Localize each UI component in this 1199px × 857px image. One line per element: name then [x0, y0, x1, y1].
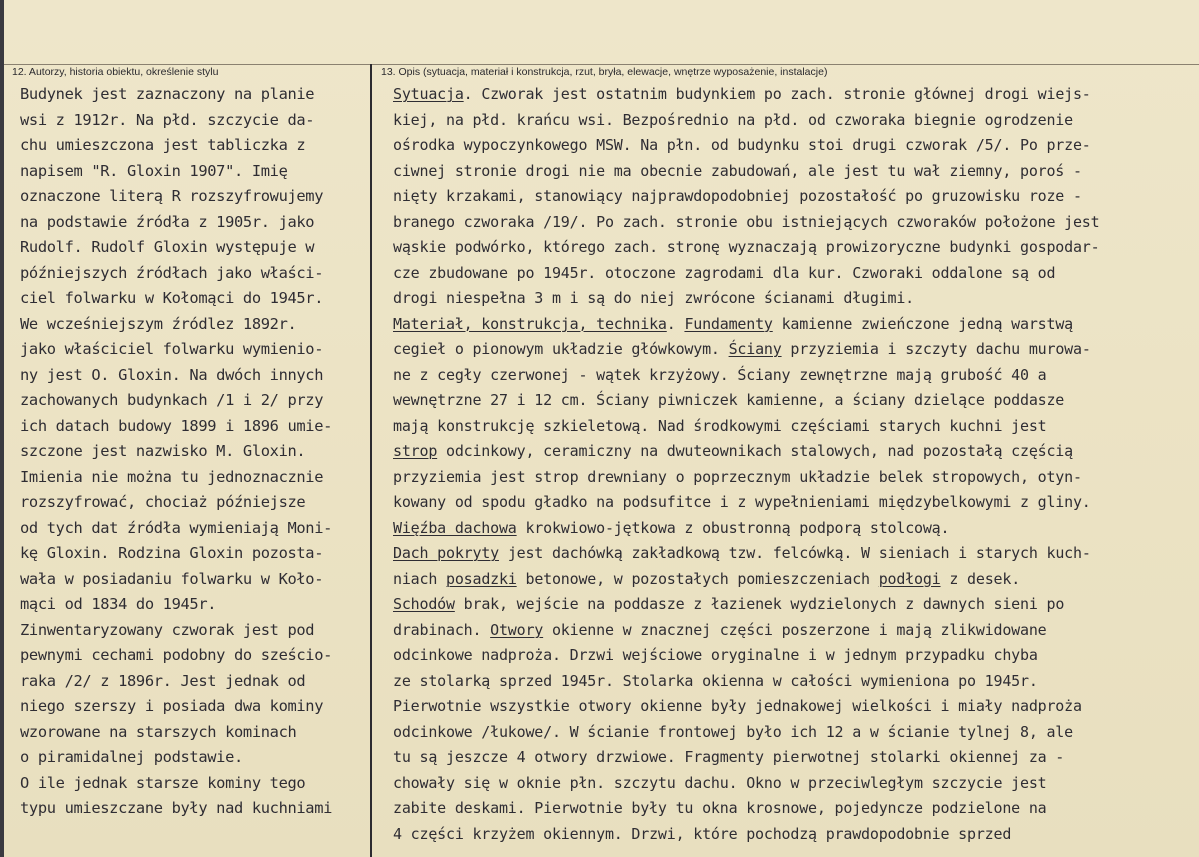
text-segment: ny jest O. Gloxin. Na dwóch innych [20, 365, 324, 384]
history-line [20, 592, 368, 618]
underlined-heading: strop [393, 442, 438, 460]
text-segment: cegieł o pionowym układzie główkowym. [393, 340, 729, 358]
text-segment: nięty krzakami, stanowiący najprawdopodobniej pozostałość po gruzowisku roze - [393, 187, 1082, 205]
description-line [393, 669, 1193, 695]
text-segment: późniejszych źródłach jako właści- [20, 263, 324, 282]
description-line [393, 796, 1193, 822]
description-line [393, 516, 1193, 542]
text-segment: odcinkowy, ceramiczny na dwuteownikach stalowych, nad pozostałą częścią [437, 442, 1073, 460]
description-line [393, 771, 1193, 797]
header-rule [4, 64, 1199, 65]
text-segment: kę Gloxin. Rodzina Gloxin pozosta- [20, 544, 324, 562]
text-segment: wała w posiadaniu folwarku w Koło- [20, 569, 324, 588]
text-segment: ciel folwarku w Kołomąci do 1945r. [20, 289, 324, 307]
text-segment: ze stolarką sprzed 1945r. Stolarka okienna w całości wymieniona po 1945r. [393, 671, 1038, 690]
description-line [393, 490, 1193, 516]
text-segment: ciwnej stronie drogi nie ma obecnie zabudowań, ale jest tu wał ziemny, poroś - [393, 161, 1082, 180]
description-line [393, 618, 1193, 644]
description-line [393, 261, 1193, 287]
text-segment: Imienia nie można tu jednoznacznie [20, 467, 324, 486]
text-segment: cze zbudowane po 1945r. otoczone zagrodami dla kur. Czworaki oddalone są od [393, 263, 1056, 282]
history-line [20, 745, 368, 771]
underlined-heading: Otwory [490, 620, 544, 639]
column-divider [370, 64, 372, 857]
text-segment: wewnętrzne 27 i 12 cm. Ściany piwniczek kamienne, a ściany dzielące poddasze [393, 391, 1065, 409]
description-line [393, 337, 1193, 363]
text-segment: ośrodka wypoczynkowego MSW. Na płn. od budynku stoi drugi czworak /5/. Po prze- [393, 136, 1091, 154]
history-line [20, 643, 368, 669]
history-line [20, 618, 368, 644]
history-text-column [20, 82, 368, 822]
description-line [393, 363, 1193, 389]
underlined-heading: Sytuacja [393, 85, 464, 103]
history-line [20, 210, 368, 236]
description-line [393, 592, 1193, 618]
underlined-heading: Ściany [728, 340, 782, 358]
description-line [393, 82, 1193, 108]
text-segment: mają konstrukcję szkieletową. Nad środkowymi częściami starych kuchni jest [393, 416, 1047, 435]
history-line [20, 261, 368, 287]
text-segment: kamienne zwieńczone jedną warstwą [772, 314, 1073, 333]
description-line [393, 159, 1193, 185]
history-line [20, 133, 368, 159]
history-line [20, 184, 368, 210]
description-line [393, 745, 1193, 771]
text-segment: drabinach. [393, 620, 491, 639]
history-line [20, 439, 368, 465]
text-segment: wąskie podwórko, którego zach. stronę wyznaczają prowizoryczne budynki gospodar- [393, 238, 1100, 256]
history-line [20, 465, 368, 491]
description-line [393, 414, 1193, 440]
description-line [393, 388, 1193, 414]
text-segment: wzorowane na starszych kominach [20, 722, 297, 741]
text-segment: ne z cegły czerwonej - wątek krzyżowy. Ściany zewnętrzne mają grubość 40 a [393, 365, 1047, 384]
history-line [20, 388, 368, 414]
underlined-heading: Materiał, konstrukcja, technika [393, 314, 667, 333]
history-line [20, 337, 368, 363]
text-segment: raka /2/ z 1896r. Jest jednak od [20, 671, 306, 690]
text-segment: wsi z 1912r. Na płd. szczycie da- [20, 110, 315, 129]
history-line [20, 541, 368, 567]
text-segment: od tych dat źródła wymieniają Moni- [20, 518, 333, 537]
text-segment: kiej, na płd. krańcu wsi. Bezpośrednio na płd. od czworaka biegnie ogrodzenie [393, 110, 1073, 129]
text-segment: szczone jest nazwisko M. Gloxin. [20, 442, 306, 460]
description-line [393, 133, 1193, 159]
text-segment: branego czworaka /19/. Po zach. stronie obu istniejących czworaków położone jest [393, 212, 1100, 231]
description-line [393, 720, 1193, 746]
description-line [393, 822, 1193, 848]
text-segment: 4 części krzyżem okiennym. Drzwi, które pochodzą prawdopodobnie sprzed [393, 824, 1012, 843]
text-segment: kowany od spodu gładko na podsufitce i z wypełnieniami międzybelkowymi z gliny. [393, 493, 1091, 511]
text-segment: Zinwentaryzowany czworak jest pod [20, 620, 315, 639]
history-line [20, 159, 368, 185]
text-segment: betonowe, w pozostałych pomieszczeniach [516, 569, 879, 588]
description-line [393, 235, 1193, 261]
underlined-heading: posadzki [446, 569, 517, 588]
description-line [393, 567, 1193, 593]
description-line [393, 210, 1193, 236]
history-line [20, 414, 368, 440]
description-text-column [393, 82, 1193, 847]
text-segment: chowały się w oknie płn. szczytu dachu. Okno w przeciwległym szczycie jest [393, 773, 1047, 792]
history-line [20, 108, 368, 134]
underlined-heading: Fundamenty [684, 314, 773, 333]
underlined-heading: Dach pokryty [393, 544, 499, 562]
text-segment: chu umieszczona jest tabliczka z [20, 136, 306, 154]
text-segment: oznaczone literą R rozszyfrowujemy [20, 187, 324, 205]
history-line [20, 669, 368, 695]
text-segment: odcinkowe nadproża. Drzwi wejściowe oryginalne i w jednym przypadku chyba [393, 646, 1038, 664]
history-line [20, 694, 368, 720]
section-12-header: 12. Autorzy, historia obiektu, określenie stylu [12, 66, 219, 78]
text-segment: przyziemia jest strop drewniany o poprzecznym układzie belek stropowych, otyn- [393, 467, 1082, 486]
text-segment: tu są jeszcze 4 otwory drzwiowe. Fragmenty pierwotnej stolarki okiennej za - [393, 748, 1065, 766]
text-segment: We wcześniejszym źródlez 1892r. [20, 314, 297, 333]
underlined-heading: podłogi [878, 569, 941, 588]
text-segment: Rudolf. Rudolf Gloxin występuje w [20, 238, 315, 256]
underlined-heading: Schodów [393, 595, 455, 613]
text-segment: Pierwotnie wszystkie otwory okienne były jednakowej wielkości i miały nadproża [393, 697, 1082, 715]
text-segment: okienne w znacznej części poszerzone i mają zlikwidowane [543, 620, 1047, 639]
text-segment: przyziemia i szczyty dachu murowa- [781, 340, 1091, 358]
text-segment: jako właściciel folwarku wymienio- [20, 340, 324, 358]
text-segment: brak, wejście na poddasze z łazienek wydzielonych z dawnych sieni po [454, 595, 1065, 613]
text-segment: O ile jednak starsze kominy tego [20, 773, 306, 792]
text-segment: rozszyfrować, chociaż późniejsze [20, 493, 306, 511]
description-line [393, 541, 1193, 567]
text-segment: o piramidalnej podstawie. [20, 748, 243, 766]
description-line [393, 439, 1193, 465]
text-segment: niego szerszy i posiada dwa kominy [20, 697, 324, 715]
history-line [20, 720, 368, 746]
text-segment: na podstawie źródła z 1905r. jako [20, 212, 315, 231]
text-segment: niach [393, 569, 446, 588]
text-segment: . [666, 314, 685, 333]
description-line [393, 312, 1193, 338]
description-line [393, 184, 1193, 210]
text-segment: krokwiowo-jętkowa z obustronną podporą stolcową. [516, 518, 950, 537]
description-line [393, 465, 1193, 491]
text-segment: drogi niespełna 3 m i są do niej zwrócone ścianami długimi. [393, 289, 915, 307]
history-line [20, 516, 368, 542]
text-segment: pewnymi cechami podobny do sześcio- [20, 646, 333, 664]
section-13-header: 13. Opis (sytuacja, materiał i konstrukcja, rzut, bryła, elewacje, wnętrze wyposażenie, instalacje) [381, 66, 828, 78]
history-line [20, 286, 368, 312]
text-segment: z desek. [940, 569, 1021, 588]
history-line [20, 235, 368, 261]
text-segment: zachowanych budynkach /1 i 2/ przy [20, 391, 324, 409]
left-edge-border [0, 0, 4, 857]
text-segment: ich datach budowy 1899 i 1896 umie- [20, 416, 333, 435]
text-segment: zabite deskami. Pierwotnie były tu okna krosnowe, pojedyncze podzielone na [393, 799, 1047, 817]
history-line [20, 312, 368, 338]
text-segment: jest dachówką zakładkową tzw. felcówką. W sieniach i starych kuch- [498, 544, 1091, 562]
text-segment: . Czworak jest ostatnim budynkiem po zach. stronie głównej drogi wiejs- [463, 85, 1091, 103]
description-line [393, 108, 1193, 134]
text-segment: napisem "R. Gloxin 1907". Imię [20, 161, 288, 180]
text-segment: odcinkowe /łukowe/. W ścianie frontowej było ich 12 a w ścianie tylnej 8, ale [393, 722, 1073, 741]
history-line [20, 771, 368, 797]
history-line [20, 363, 368, 389]
description-line [393, 694, 1193, 720]
history-line [20, 567, 368, 593]
history-line [20, 490, 368, 516]
description-line [393, 643, 1193, 669]
description-line [393, 286, 1193, 312]
history-line [20, 82, 368, 108]
underlined-heading: Więźba dachowa [393, 518, 517, 537]
text-segment: typu umieszczane były nad kuchniami [20, 799, 333, 817]
text-segment: Budynek jest zaznaczony na planie [20, 85, 315, 103]
text-segment: mąci od 1834 do 1945r. [20, 595, 217, 613]
history-line [20, 796, 368, 822]
